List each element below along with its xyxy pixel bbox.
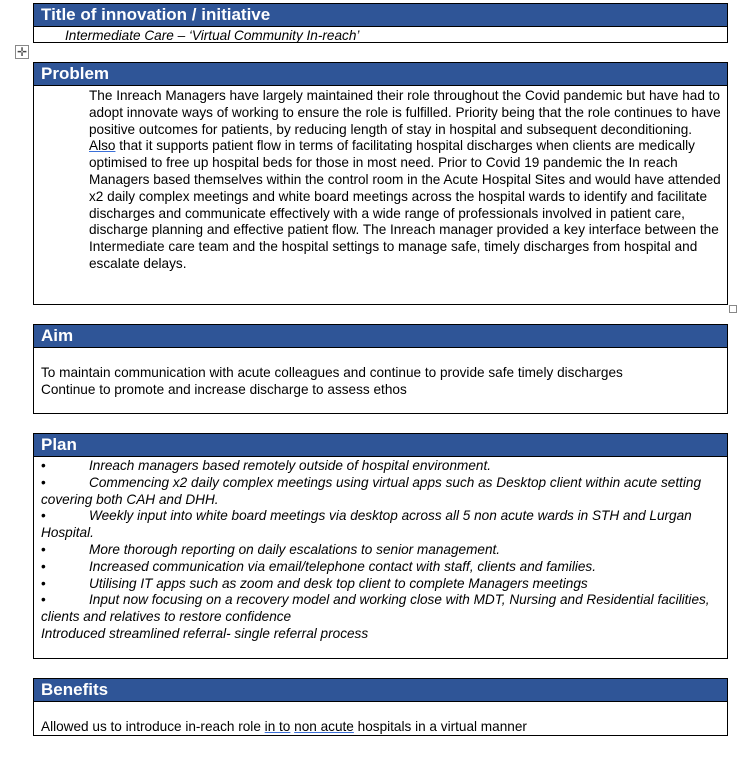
problem-text-part-2: that it supports patient flow in terms of facilitating hospital discharges when clients are medically optimised to free up hospital beds for those in most need. Prior to Covid 19 pandemic the In reach Managers based themselves within the control room in the Acute Hospital Sites and would have attended x2 daily complex meetings and white board meetings across the hospital wards to identify and facilitate discharges and communicate effectively with a wide range of professionals involved in patient care, discharge planning and effective patient flow. The Inreach manager provided a key interface between the Intermediate care team and the hospital settings to manage safe, timely discharges from hospital and escalate delays.	[89, 138, 721, 271]
plan-item	[41, 592, 721, 626]
plan-section	[33, 433, 728, 659]
plan-item	[41, 576, 721, 593]
plan-item-text: Input now focusing on a recovery model and working close with MDT, Nursing and Residential facilities, clients and relatives to restore confidence	[41, 592, 710, 625]
aim-section	[33, 324, 728, 414]
bullet-icon: •	[41, 575, 46, 591]
bullet-icon: •	[41, 592, 46, 608]
bullet-icon: •	[41, 508, 46, 524]
benefits-flagged-phrase: in to	[264, 719, 291, 734]
bullet-icon: •	[41, 458, 46, 473]
plan-item-text: Commencing x2 daily complex meetings using virtual apps such as Desktop client within acute setting covering both CAH and DHH.	[41, 474, 702, 507]
table-move-handle-icon[interactable]: ✛	[16, 45, 28, 59]
plan-text[interactable]	[34, 457, 727, 643]
plan-final-line: Introduced streamlined referral- single referral process	[41, 625, 369, 641]
problem-section-header: Problem	[34, 63, 727, 86]
benefits-text-part-2: hospitals in a virtual manner	[353, 719, 527, 734]
plan-item	[41, 542, 721, 559]
initiative-title[interactable]: Intermediate Care – ‘Virtual Community In-reach’	[65, 28, 360, 43]
problem-text[interactable]	[34, 86, 727, 273]
aim-section-header: Aim	[34, 325, 727, 348]
bullet-icon: •	[41, 541, 46, 557]
benefits-flagged-phrase: non acute	[294, 719, 354, 734]
problem-text-part-1: The Inreach Managers have largely maintained their role throughout the Covid pandemic but have had to adopt innovate ways of working to ensure the role is fulfilled. Priority being that the role continues to have positive outcomes for patients, by reducing length of stay in hospital and subsequent deconditioning.	[89, 88, 721, 137]
aim-line: Continue to promote and increase discharge to assess ethos	[41, 381, 407, 397]
bullet-icon: •	[41, 474, 46, 490]
problem-text-flagged-word: Also	[89, 138, 116, 154]
benefits-section-header: Benefits	[34, 679, 727, 702]
plan-item	[41, 458, 721, 475]
plan-section-header: Plan	[34, 434, 727, 457]
plan-item-text: Utilising IT apps such as zoom and desk top client to complete Managers meetings	[89, 575, 588, 591]
title-section-header: Title of innovation / initiative	[34, 4, 727, 27]
plan-item-text: Inreach managers based remotely outside of hospital environment.	[89, 458, 491, 473]
table-resize-handle[interactable]	[729, 305, 737, 313]
bullet-icon: •	[41, 558, 46, 574]
plan-item	[41, 475, 721, 509]
problem-section	[33, 62, 728, 305]
plan-item	[41, 508, 721, 542]
aim-text[interactable]	[34, 348, 727, 399]
plan-item-text: Increased communication via email/telephone contact with staff, clients and families.	[89, 558, 596, 574]
title-section	[33, 3, 728, 43]
benefits-section	[33, 678, 728, 736]
plan-item	[41, 559, 721, 576]
benefits-text-part-1: Allowed us to introduce in-reach role	[41, 719, 265, 734]
benefits-text[interactable]	[34, 702, 727, 736]
aim-line: To maintain communication with acute colleagues and continue to provide safe timely discharges	[41, 365, 623, 380]
plan-item-text: Weekly input into white board meetings via desktop across all 5 non acute wards in STH and Lurgan Hospital.	[41, 508, 692, 541]
plan-item-text: More thorough reporting on daily escalations to senior management.	[89, 541, 501, 557]
